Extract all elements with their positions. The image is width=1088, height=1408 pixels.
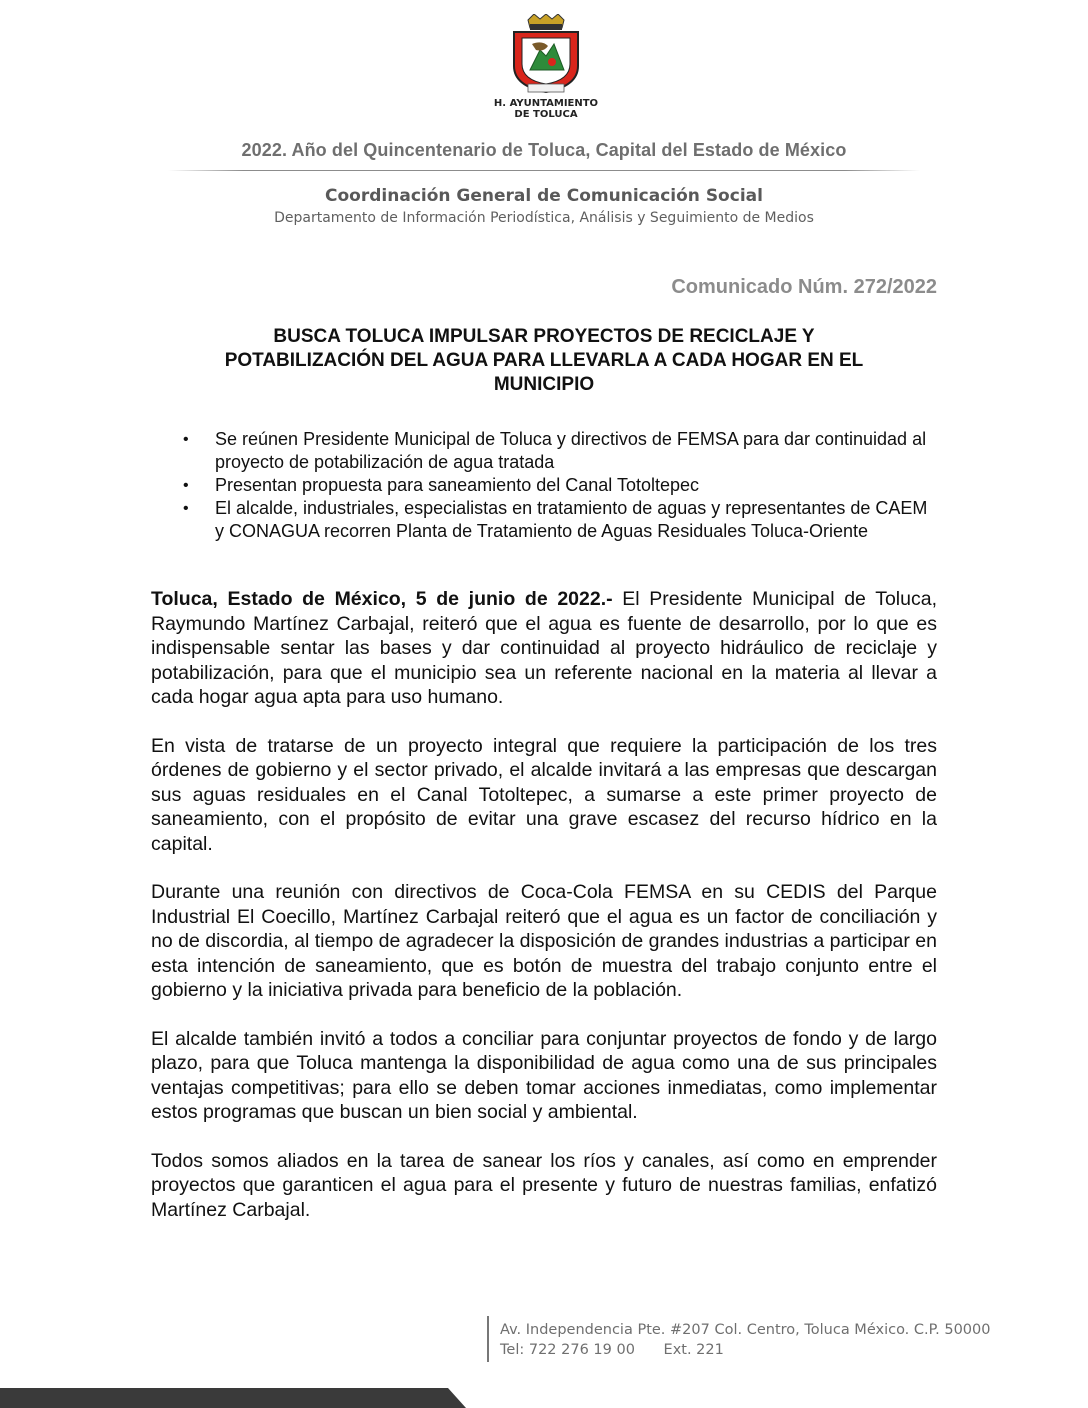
- headline-line: POTABILIZACIÓN DEL AGUA PARA LLEVARLA A CADA HOGAR EN EL: [224, 350, 864, 371]
- release-number: Comunicado Núm. 272/2022: [671, 276, 937, 298]
- body-paragraph: Durante una reunión con directivos de Coca-Cola FEMSA en su CEDIS del Parque Industrial El Coecillo, Martínez Carbajal reiteró que el agua es un factor de conciliación y no de discordia, al tiempo de agradecer la disposición de grandes industrias a participar en esta intención de saneamiento, que es botón de muestra del trabajo conjunto entre el gobierno y la iniciativa privada para beneficio de la población.: [151, 881, 937, 1001]
- coat-of-arms-icon: [508, 14, 584, 96]
- coordination-title: Coordinación General de Comunicación Social: [325, 186, 763, 206]
- logo-caption-line2: DE TOLUCA: [514, 109, 578, 120]
- department-subtitle: Departamento de Información Periodística, Análisis y Seguimiento de Medios: [274, 210, 814, 226]
- bullet-item: [180, 497, 940, 543]
- header-divider: [168, 170, 920, 171]
- bullet-icon: •: [183, 477, 189, 494]
- toluca-coat-of-arms: [490, 14, 602, 122]
- footer-phone: Tel: 722 276 19 00: [500, 1342, 635, 1358]
- bullet-item: [180, 428, 940, 474]
- bullet-text: Presentan propuesta para saneamiento del Canal Totoltepec: [215, 475, 699, 495]
- bullet-text: El alcalde, industriales, especialistas en tratamiento de aguas y representantes de CAEM y CONAGUA recorren Planta de Tratamiento de Aguas Residuales Toluca-Oriente: [215, 498, 928, 541]
- bullet-icon: •: [183, 500, 189, 517]
- footer-bar-decoration: [0, 1388, 1088, 1408]
- bullet-item: [180, 474, 940, 497]
- headline: [175, 325, 913, 397]
- bullet-text: Se reúnen Presidente Municipal de Toluca y directivos de FEMSA para dar continuidad al proyecto de potabilización de agua tratada: [215, 429, 927, 472]
- body-paragraph: En vista de tratarse de un proyecto integral que requiere la participación de los tres órdenes de gobierno y el sector privado, el alcalde invitará a las empresas que descargan sus aguas residuales en el Canal Totoltepec, a sumarse a este primer proyecto de saneamiento, con el propósito de evitar una grave escasez del recurso hídrico en la capital.: [151, 734, 937, 855]
- logo-caption-line1: H. AYUNTAMIENTO: [493, 98, 599, 109]
- footer-address: Av. Independencia Pte. #207 Col. Centro, Toluca México. C.P. 50000: [500, 1322, 991, 1338]
- year-banner: 2022. Año del Quincentenario de Toluca, Capital del Estado de México: [241, 140, 847, 160]
- headline-line: MUNICIPIO: [493, 374, 595, 395]
- body-paragraph: Todos somos aliados en la tarea de sanear los ríos y canales, así como en emprender proyectos que garanticen el agua para el presente y futuro de nuestras familias, enfatizó Martínez Carbajal.: [151, 1149, 937, 1221]
- dateline: Toluca, Estado de México, 5 de junio de 2022.-: [151, 588, 613, 610]
- article-body: [151, 587, 937, 1246]
- lead-text: El Presidente Municipal de Toluca, Raymundo Martínez Carbajal, reiteró que el agua es fuente de desarrollo, por lo que es indispensable sentar las bases y dar continuidad al proyecto hidráulico de reciclaje y potabilización, para que el municipio sea un referente nacional en la materia al llevar a cada hogar agua apta para uso humano.: [151, 588, 938, 708]
- lead-paragraph: [151, 587, 937, 710]
- footer-extension: Ext. 221: [663, 1342, 724, 1358]
- bullet-icon: •: [183, 431, 189, 448]
- headline-line: BUSCA TOLUCA IMPULSAR PROYECTOS DE RECICLAJE Y: [273, 326, 815, 347]
- summary-bullets: [180, 428, 940, 543]
- body-paragraph: El alcalde también invitó a todos a conciliar para conjuntar proyectos de fondo y de largo plazo, para que Toluca mantenga la disponibilidad de agua como una de sus principales ventajas competitivas; para ello se deben tomar acciones inmediatas, como implementar estos programas que buscan un bien social y ambiental.: [151, 1027, 937, 1123]
- footer-contact: [500, 1340, 724, 1360]
- footer-divider: [487, 1316, 489, 1362]
